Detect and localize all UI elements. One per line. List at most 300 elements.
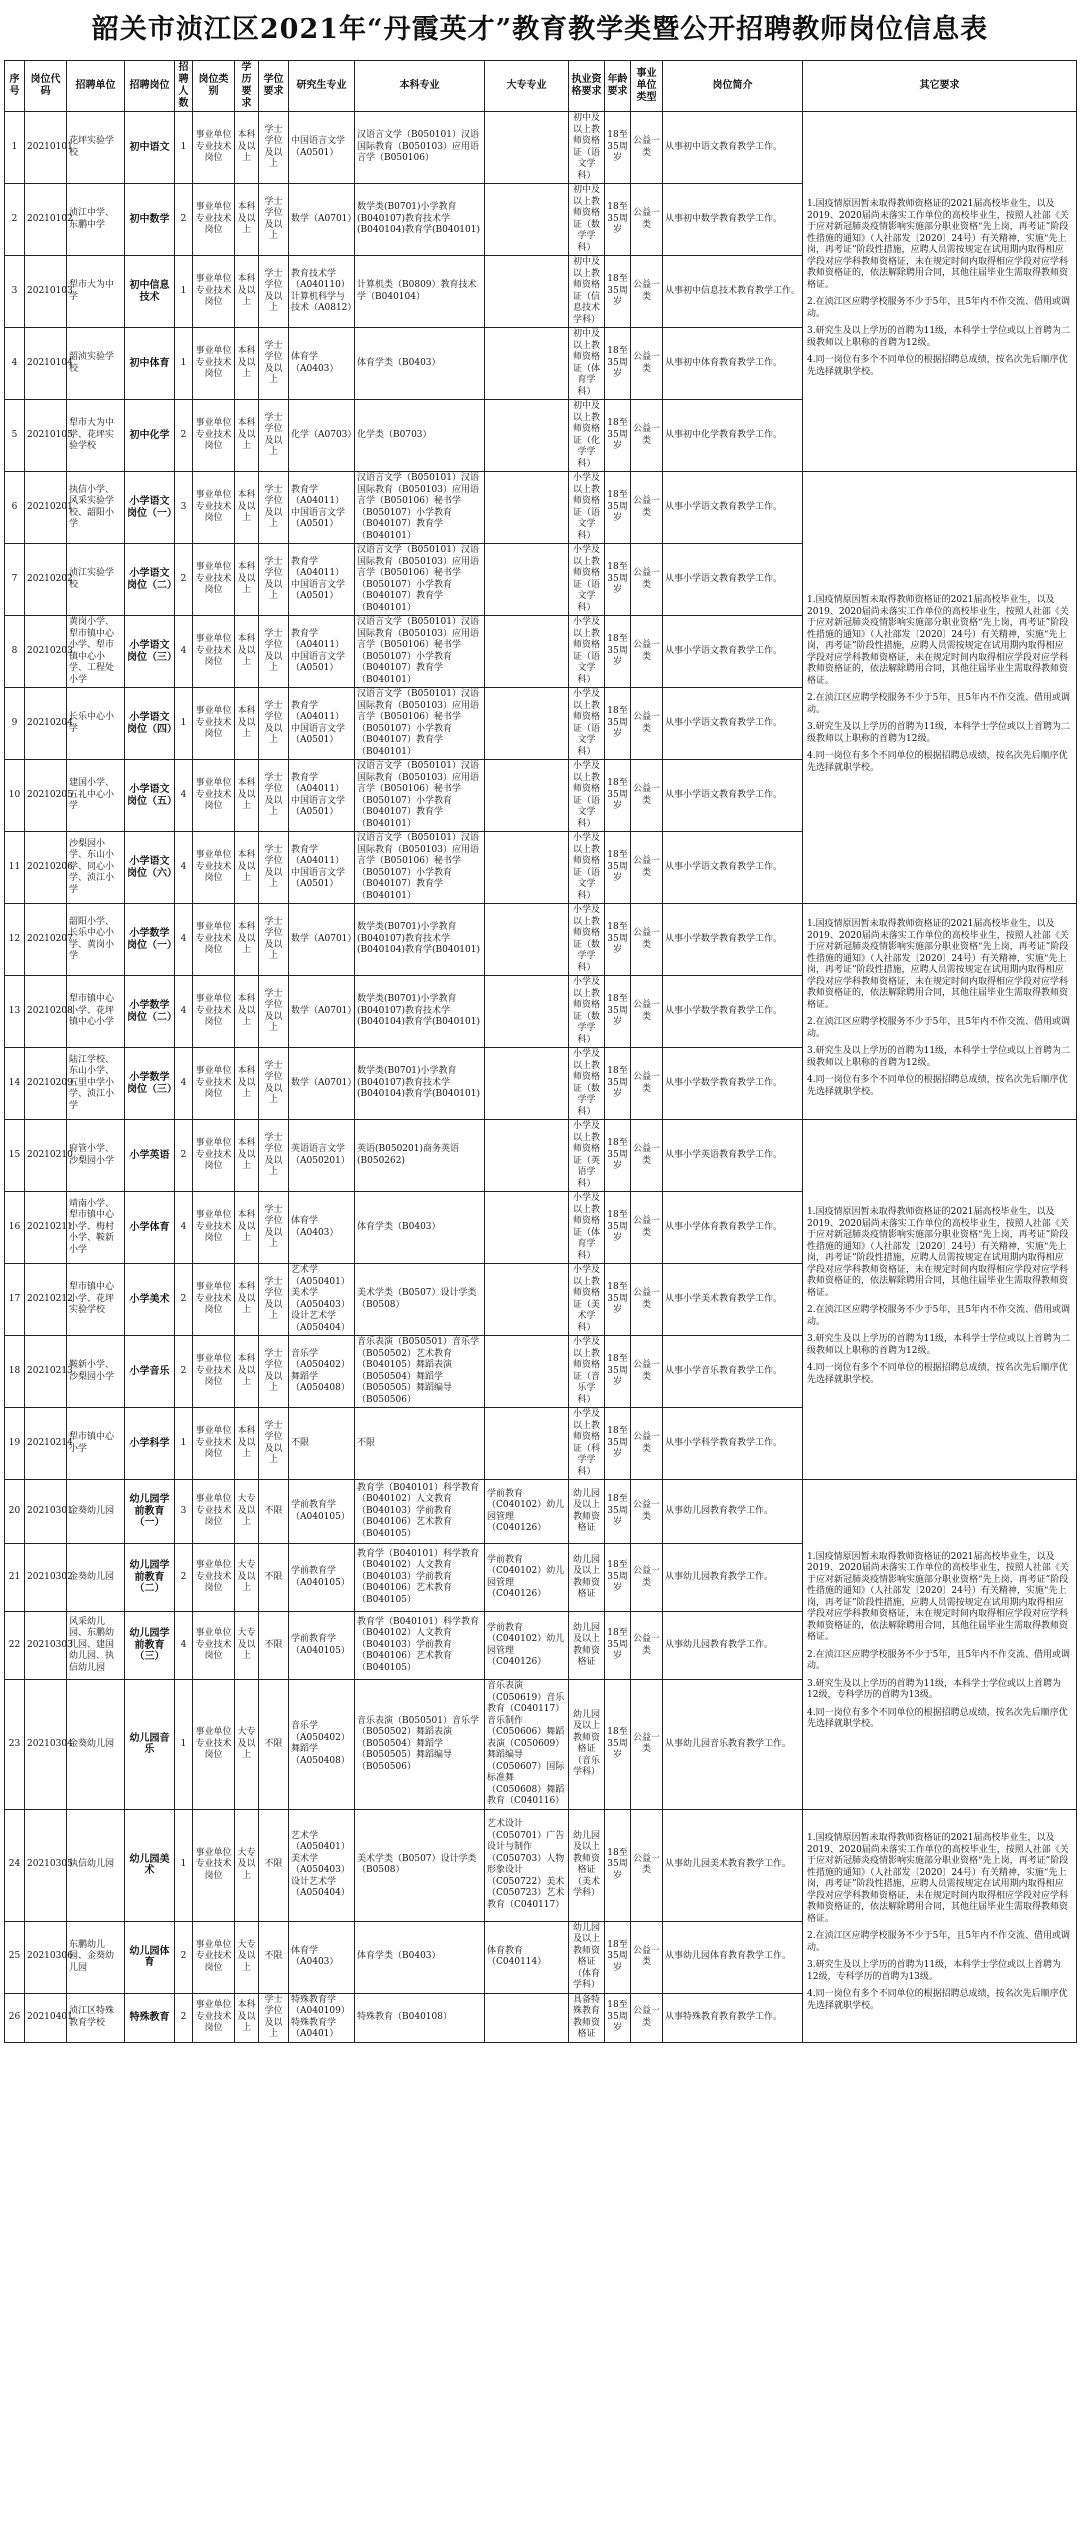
graduate-major: 学前教育学（A040105）: [289, 1544, 355, 1612]
education-requirement: 大专及以上: [235, 1480, 259, 1544]
column-header: 岗位代码: [25, 61, 67, 112]
table-row: [5, 904, 1077, 976]
hiring-unit: 风采幼儿园、东鹏幼儿园、建国幼儿园、执信幼儿园: [67, 1612, 125, 1680]
column-header: 岗位类别: [193, 61, 235, 112]
requirement-item: 2.在浈江区应聘学校服务不少于5年，且5年内不作交流、借用或调动。: [807, 1931, 1071, 1953]
hiring-unit: 犁市镇中心小学、花坪实验学校: [67, 1264, 125, 1336]
graduate-major: 数学（A0701）: [289, 1048, 355, 1120]
row-number: 19: [5, 1408, 25, 1480]
institution-type: 公益一类: [631, 184, 663, 256]
education-requirement: 本科及以上: [235, 1120, 259, 1192]
hire-count: 4: [175, 904, 193, 976]
undergraduate-major: 教育学（B040101）科学教育（B040102）人文教育（B040103）学前教育（B040106）艺术教育（B040105）: [355, 1612, 485, 1680]
graduate-major: 特殊教育学（A040109）特殊教育学（A0401）: [289, 1993, 355, 2042]
institution-type: 公益一类: [631, 400, 663, 472]
age-requirement: 18至35周岁: [605, 1680, 631, 1810]
graduate-major: 学前教育学（A040105）: [289, 1480, 355, 1544]
post-description: 从事小学语文教育教学工作。: [663, 472, 803, 544]
post-category: 事业单位专业技术岗位: [193, 184, 235, 256]
row-number: 4: [5, 328, 25, 400]
education-requirement: 本科及以上: [235, 184, 259, 256]
post-name: 小学语文岗位（六）: [125, 832, 175, 904]
other-requirements: [803, 1480, 1077, 1810]
row-number: 9: [5, 688, 25, 760]
hire-count: 1: [175, 1680, 193, 1810]
graduate-major: 体育学（A0403）: [289, 328, 355, 400]
graduate-major: 音乐学（A050402）舞蹈学（A050408）: [289, 1336, 355, 1408]
undergraduate-major: 体育学类（B0403）: [355, 1192, 485, 1264]
undergraduate-major: 体育学类（B0403）: [355, 328, 485, 400]
post-description: 从事幼儿园体育教育教学工作。: [663, 1921, 803, 1993]
certificate-requirement: 小学及以上教师资格证（音乐学科）: [569, 1336, 605, 1408]
degree-requirement: 学士学位及以上: [259, 328, 289, 400]
column-header: 招聘人数: [175, 61, 193, 112]
post-description: 从事初中体育教育教学工作。: [663, 328, 803, 400]
graduate-major: 中国语言文学（A0501）: [289, 112, 355, 184]
post-description: 从事小学语文教育教学工作。: [663, 760, 803, 832]
certificate-requirement: 小学及以上教师资格证（语文学科）: [569, 760, 605, 832]
post-category: 事业单位专业技术岗位: [193, 472, 235, 544]
hire-count: 1: [175, 688, 193, 760]
requirement-item: 2.在浈江区应聘学校服务不少于5年，且5年内不作交流、借用或调动。: [807, 693, 1071, 715]
certificate-requirement: 初中及以上教师资格证（体育学科）: [569, 328, 605, 400]
post-name: 小学语文岗位（二）: [125, 544, 175, 616]
education-requirement: 大专及以上: [235, 1680, 259, 1810]
hiring-unit: 花坪实验学校: [67, 112, 125, 184]
table-body: [5, 112, 1077, 2043]
post-category: 事业单位专业技术岗位: [193, 832, 235, 904]
post-category: 事业单位专业技术岗位: [193, 1408, 235, 1480]
institution-type: 公益一类: [631, 112, 663, 184]
degree-requirement: 不限: [259, 1612, 289, 1680]
post-category: 事业单位专业技术岗位: [193, 1264, 235, 1336]
degree-requirement: 学士学位及以上: [259, 688, 289, 760]
post-category: 事业单位专业技术岗位: [193, 1336, 235, 1408]
hire-count: 1: [175, 1809, 193, 1921]
post-category: 事业单位专业技术岗位: [193, 1544, 235, 1612]
certificate-requirement: 幼儿园及以上教师资格证（美术学科）: [569, 1809, 605, 1921]
requirement-item: 2.在浈江区应聘学校服务不少于5年，且5年内不作交流、借用或调动。: [807, 1305, 1071, 1327]
post-description: 从事初中化学教育教学工作。: [663, 400, 803, 472]
row-number: 8: [5, 616, 25, 688]
post-category: 事业单位专业技术岗位: [193, 688, 235, 760]
post-code: 20210212: [25, 1264, 67, 1336]
hiring-unit: 靖南小学、犁市镇中心小学、梅村小学、鞍新小学: [67, 1192, 125, 1264]
institution-type: 公益一类: [631, 1993, 663, 2042]
age-requirement: 18至35周岁: [605, 904, 631, 976]
institution-type: 公益一类: [631, 1480, 663, 1544]
requirement-item: 1.国疫情原因暂未取得教师资格证的2021届高校毕业生，以及2019、2020届尚未落实工作单位的高校毕业生，按照人社部《关于应对新冠肺炎疫情影响实施部分职业资格“先上岗，再考证”阶段性措施的通知》（人社部发〔2020〕24号）有关精神，实施“先上岗，再考证”阶段性措施，应聘人员需按规定在试用期内取得相应学段对应学科教师资格证，未在规定时间内取得相应学段对应学科教师资格证的，依法解除聘用合同，其他往届毕业生需取得教师资格证。: [807, 1833, 1069, 1924]
institution-type: 公益一类: [631, 1264, 663, 1336]
undergraduate-major: 汉语言文学（B050101）汉语国际教育（B050103）应用语言学（B050106）秘书学（B050107）小学教育（B040107）教育学（B040101）: [355, 544, 485, 616]
education-requirement: 本科及以上: [235, 616, 259, 688]
age-requirement: 18至35周岁: [605, 616, 631, 688]
table-row: [5, 1480, 1077, 1544]
post-description: 从事小学语文教育教学工作。: [663, 544, 803, 616]
post-name: 小学英语: [125, 1120, 175, 1192]
hiring-unit: 黄岗小学、犁市镇中心小学、犁市镇中心小学、工程处小学: [67, 616, 125, 688]
certificate-requirement: 小学及以上教师资格证（语文学科）: [569, 616, 605, 688]
degree-requirement: 不限: [259, 1480, 289, 1544]
row-number: 12: [5, 904, 25, 976]
hire-count: 2: [175, 184, 193, 256]
row-number: 25: [5, 1921, 25, 1993]
column-header: 序号: [5, 61, 25, 112]
document-title: 韶关市浈江区2021年“丹霞英才”教育教学类暨公开招聘教师岗位信息表: [91, 14, 989, 45]
post-name: 小学语文岗位（五）: [125, 760, 175, 832]
age-requirement: 18至35周岁: [605, 184, 631, 256]
post-name: 幼儿园学前教育（三）: [125, 1612, 175, 1680]
table-header-row: [5, 61, 1077, 112]
row-number: 13: [5, 976, 25, 1048]
education-requirement: 本科及以上: [235, 976, 259, 1048]
graduate-major: 体育学（A0403）: [289, 1921, 355, 1993]
age-requirement: 18至35周岁: [605, 832, 631, 904]
row-number: 14: [5, 1048, 25, 1120]
graduate-major: 数学（A0701）: [289, 904, 355, 976]
post-description: 从事初中语文教育教学工作。: [663, 112, 803, 184]
post-category: 事业单位专业技术岗位: [193, 1921, 235, 1993]
education-requirement: 本科及以上: [235, 1993, 259, 2042]
post-name: 初中数学: [125, 184, 175, 256]
age-requirement: 18至35周岁: [605, 112, 631, 184]
hire-count: 4: [175, 760, 193, 832]
hire-count: 1: [175, 256, 193, 328]
post-category: 事业单位专业技术岗位: [193, 1120, 235, 1192]
undergraduate-major: 汉语言文学（B050101）汉语国际教育（B050103）应用语言学（B050106）秘书学（B050107）小学教育（B040107）教育学（B040101）: [355, 832, 485, 904]
certificate-requirement: 幼儿园及以上教师资格证: [569, 1612, 605, 1680]
education-requirement: 本科及以上: [235, 256, 259, 328]
requirement-item: 3.研究生及以上学历的首聘为11级，本科学士学位或以上首聘为二级教师以上职称的首聘为12级。: [807, 1334, 1071, 1356]
post-description: 从事小学语文教育教学工作。: [663, 832, 803, 904]
graduate-major: 教育学（A04011）中国语言文学（A0501）: [289, 544, 355, 616]
institution-type: 公益一类: [631, 1336, 663, 1408]
row-number: 3: [5, 256, 25, 328]
age-requirement: 18至35周岁: [605, 1192, 631, 1264]
education-requirement: 本科及以上: [235, 1336, 259, 1408]
age-requirement: 18至35周岁: [605, 1048, 631, 1120]
hire-count: 2: [175, 544, 193, 616]
degree-requirement: 学士学位及以上: [259, 832, 289, 904]
age-requirement: 18至35周岁: [605, 1336, 631, 1408]
post-name: 幼儿园学前教育（二）: [125, 1544, 175, 1612]
certificate-requirement: 小学及以上教师资格证（体育学科）: [569, 1192, 605, 1264]
hire-count: 4: [175, 1192, 193, 1264]
graduate-major: 学前教育学（A040105）: [289, 1612, 355, 1680]
graduate-major: 体育学（A0403）: [289, 1192, 355, 1264]
row-number: 2: [5, 184, 25, 256]
age-requirement: 18至35周岁: [605, 1809, 631, 1921]
post-description: 从事小学英语教育教学工作。: [663, 1120, 803, 1192]
age-requirement: 18至35周岁: [605, 1921, 631, 1993]
other-requirements: [803, 472, 1077, 904]
college-major: [485, 1192, 569, 1264]
hire-count: 2: [175, 1120, 193, 1192]
education-requirement: 大专及以上: [235, 1809, 259, 1921]
education-requirement: 本科及以上: [235, 1192, 259, 1264]
column-header: 研究生专业: [289, 61, 355, 112]
post-code: 20210213: [25, 1336, 67, 1408]
graduate-major: 教育技术学（A040110）计算机科学与技术（A0812）: [289, 256, 355, 328]
post-name: 小学音乐: [125, 1336, 175, 1408]
post-category: 事业单位专业技术岗位: [193, 1680, 235, 1810]
table-row: [5, 1809, 1077, 1921]
post-category: 事业单位专业技术岗位: [193, 256, 235, 328]
post-category: 事业单位专业技术岗位: [193, 112, 235, 184]
hiring-unit: 府管小学、沙梨园小学: [67, 1120, 125, 1192]
row-number: 16: [5, 1192, 25, 1264]
requirement-item: 3.研究生及以上学历的首聘为11级，本科学士学位或以上首聘为二级教师以上职称的首聘为12级。: [807, 1046, 1071, 1068]
degree-requirement: 学士学位及以上: [259, 256, 289, 328]
age-requirement: 18至35周岁: [605, 760, 631, 832]
post-category: 事业单位专业技术岗位: [193, 976, 235, 1048]
college-major: 学前教育（C040102）幼儿园管理（C040126）: [485, 1544, 569, 1612]
certificate-requirement: 小学及以上教师资格证（英语学科）: [569, 1120, 605, 1192]
row-number: 6: [5, 472, 25, 544]
post-name: 初中信息技术: [125, 256, 175, 328]
post-name: 小学体育: [125, 1192, 175, 1264]
degree-requirement: 学士学位及以上: [259, 184, 289, 256]
column-header: 执业资格要求: [569, 61, 605, 112]
undergraduate-major: 美术学类（B0507）设计学类（B0508）: [355, 1809, 485, 1921]
post-name: 初中化学: [125, 400, 175, 472]
education-requirement: 本科及以上: [235, 1264, 259, 1336]
degree-requirement: 学士学位及以上: [259, 760, 289, 832]
education-requirement: 本科及以上: [235, 832, 259, 904]
college-major: [485, 616, 569, 688]
post-name: 小学数学岗位（一）: [125, 904, 175, 976]
graduate-major: 数学（A0701）: [289, 184, 355, 256]
post-code: 20210102: [25, 184, 67, 256]
requirement-item: 1.国疫情原因暂未取得教师资格证的2021届高校毕业生，以及2019、2020届尚未落实工作单位的高校毕业生，按照人社部《关于应对新冠肺炎疫情影响实施部分职业资格“先上岗，再考证”阶段性措施的通知》（人社部发〔2020〕24号）有关精神，实施“先上岗，再考证”阶段性措施，应聘人员需按规定在试用期内取得相应学段对应学科教师资格证，未在规定时间内取得相应学段对应学科教师资格证的，依法解除聘用合同，其他往届毕业生需取得教师资格证。: [807, 1551, 1069, 1643]
degree-requirement: 学士学位及以上: [259, 1408, 289, 1480]
post-code: 20210201: [25, 472, 67, 544]
institution-type: 公益一类: [631, 1612, 663, 1680]
education-requirement: 本科及以上: [235, 688, 259, 760]
post-description: 从事小学体育教育教学工作。: [663, 1192, 803, 1264]
requirement-item: 4.同一岗位有多个不同单位的根据招聘总成绩，按名次先后顺序优先选择就职学校。: [807, 1989, 1068, 2011]
degree-requirement: 学士学位及以上: [259, 1120, 289, 1192]
hire-count: 2: [175, 1921, 193, 1993]
hire-count: 1: [175, 112, 193, 184]
institution-type: 公益一类: [631, 688, 663, 760]
education-requirement: 本科及以上: [235, 112, 259, 184]
post-category: 事业单位专业技术岗位: [193, 328, 235, 400]
degree-requirement: 学士学位及以上: [259, 1264, 289, 1336]
hire-count: 4: [175, 832, 193, 904]
institution-type: 公益一类: [631, 328, 663, 400]
graduate-major: 不限: [289, 1408, 355, 1480]
hiring-unit: 金葵幼儿园: [67, 1544, 125, 1612]
post-description: 从事小学音乐教育教学工作。: [663, 1336, 803, 1408]
post-code: 20210203: [25, 616, 67, 688]
column-header: 招聘单位: [67, 61, 125, 112]
post-code: 20210101: [25, 112, 67, 184]
age-requirement: 18至35周岁: [605, 976, 631, 1048]
post-description: 从事幼儿园美术教育教学工作。: [663, 1809, 803, 1921]
row-number: 1: [5, 112, 25, 184]
certificate-requirement: 幼儿园及以上教师资格证: [569, 1544, 605, 1612]
certificate-requirement: 初中及以上教师资格证（化学学科）: [569, 400, 605, 472]
post-code: 20210306: [25, 1921, 67, 1993]
age-requirement: 18至35周岁: [605, 688, 631, 760]
graduate-major: 艺术学（A050401）美术学（A050403）设计艺术学（A050404）: [289, 1264, 355, 1336]
hire-count: 2: [175, 1264, 193, 1336]
degree-requirement: 不限: [259, 1544, 289, 1612]
post-code: 20210205: [25, 760, 67, 832]
requirement-item: 4.同一岗位有多个不同单位的根据招聘总成绩，按名次先后顺序优先选择就职学校。: [807, 1363, 1068, 1385]
age-requirement: 18至35周岁: [605, 1612, 631, 1680]
requirement-item: 1.国疫情原因暂未取得教师资格证的2021届高校毕业生，以及2019、2020届尚未落实工作单位的高校毕业生，按照人社部《关于应对新冠肺炎疫情影响实施部分职业资格“先上岗，再考证”阶段性措施的通知》（人社部发〔2020〕24号）有关精神，实施“先上岗，再考证”阶段性措施，应聘人员需按规定在试用期内取得相应学段对应学科教师资格证，未在规定时间内取得相应学段对应学科教师资格证的，依法解除聘用合同，其他往届毕业生需取得教师资格证。: [807, 595, 1069, 686]
requirement-item: 2.在浈江区应聘学校服务不少于5年，且5年内不作交流、借用或调动。: [807, 1649, 1071, 1672]
undergraduate-major: 汉语言文学（B050101）汉语国际教育（B050103）应用语言学（B050106）秘书学（B050107）小学教育（B040107）教育学（B040101）: [355, 472, 485, 544]
other-requirements: [803, 1120, 1077, 1480]
college-major: [485, 688, 569, 760]
hiring-unit: 执信小学、风采实验学校、韶阳小学: [67, 472, 125, 544]
college-major: [485, 760, 569, 832]
hiring-unit: 韶浈实验学校: [67, 328, 125, 400]
certificate-requirement: 幼儿园及以上教师资格证: [569, 1480, 605, 1544]
institution-type: 公益一类: [631, 1120, 663, 1192]
institution-type: 公益一类: [631, 1048, 663, 1120]
certificate-requirement: 初中及以上教师资格证（数学学科）: [569, 184, 605, 256]
requirement-item: 1.国疫情原因暂未取得教师资格证的2021届高校毕业生，以及2019、2020届尚未落实工作单位的高校毕业生，按照人社部《关于应对新冠肺炎疫情影响实施部分职业资格“先上岗，再考证”阶段性措施的通知》（人社部发〔2020〕24号）有关精神，实施“先上岗，再考证”阶段性措施，应聘人员需按规定在试用期内取得相应学段对应学科教师资格证，未在规定时间内取得相应学段对应学科教师资格证的，依法解除聘用合同，其他往届毕业生需取得教师资格证。: [807, 199, 1069, 290]
hiring-unit: 韶阳小学、长乐中心小学、黄岗小学: [67, 904, 125, 976]
post-name: 幼儿园体育: [125, 1921, 175, 1993]
certificate-requirement: 小学及以上教师资格证（科学学科）: [569, 1408, 605, 1480]
hiring-unit: 犁市镇中心小学: [67, 1408, 125, 1480]
requirement-item: 2.在浈江区应聘学校服务不少于5年，且5年内不作交流、借用或调动。: [807, 1017, 1071, 1039]
post-description: 从事幼儿园音乐教育教学工作。: [663, 1680, 803, 1810]
positions-table: [4, 60, 1077, 2043]
post-description: 从事小学美术教育教学工作。: [663, 1264, 803, 1336]
hiring-unit: 犁市镇中心小学、花坪镇中心小学: [67, 976, 125, 1048]
post-code: 20210211: [25, 1192, 67, 1264]
post-description: 从事初中信息技术教育教学工作。: [663, 256, 803, 328]
institution-type: 公益一类: [631, 904, 663, 976]
post-description: 从事幼儿园教育教学工作。: [663, 1480, 803, 1544]
post-description: 从事小学数学教育教学工作。: [663, 1048, 803, 1120]
post-description: 从事小学语文教育教学工作。: [663, 616, 803, 688]
college-major: 体育教育（C040114）: [485, 1921, 569, 1993]
row-number: 24: [5, 1809, 25, 1921]
column-header: 学历要求: [235, 61, 259, 112]
undergraduate-major: 教育学（B040101）科学教育（B040102）人文教育（B040103）学前教育（B040106）艺术教育（B040105）: [355, 1544, 485, 1612]
column-header: 其它要求: [803, 61, 1077, 112]
undergraduate-major: 音乐表演（B050501）音乐学（B050502）舞蹈表演（B050504）舞蹈学（B050505）舞蹈编导（B050506）: [355, 1680, 485, 1810]
certificate-requirement: 小学及以上教师资格证（数学学科）: [569, 1048, 605, 1120]
hire-count: 2: [175, 400, 193, 472]
college-major: [485, 1264, 569, 1336]
requirement-item: 1.国疫情原因暂未取得教师资格证的2021届高校毕业生，以及2019、2020届尚未落实工作单位的高校毕业生，按照人社部《关于应对新冠肺炎疫情影响实施部分职业资格“先上岗，再考证”阶段性措施的通知》（人社部发〔2020〕24号）有关精神，实施“先上岗，再考证”阶段性措施，应聘人员需按规定在试用期内取得相应学段对应学科教师资格证，未在规定时间内取得相应学段对应学科教师资格证的，依法解除聘用合同，其他往届毕业生需取得教师资格证。: [807, 1207, 1069, 1298]
post-category: 事业单位专业技术岗位: [193, 1192, 235, 1264]
age-requirement: 18至35周岁: [605, 544, 631, 616]
hiring-unit: 犁市大为中学: [67, 256, 125, 328]
undergraduate-major: 计算机类（B0809）教育技术学（B040104）: [355, 256, 485, 328]
post-code: 20210304: [25, 1680, 67, 1810]
hire-count: 4: [175, 1048, 193, 1120]
hiring-unit: 执信幼儿园: [67, 1809, 125, 1921]
institution-type: 公益一类: [631, 544, 663, 616]
college-major: [485, 832, 569, 904]
post-code: 20210208: [25, 976, 67, 1048]
certificate-requirement: 初中及以上教师资格证（语文学科）: [569, 112, 605, 184]
college-major: [485, 472, 569, 544]
graduate-major: 教育学（A04011）中国语言文学（A0501）: [289, 688, 355, 760]
row-number: 23: [5, 1680, 25, 1810]
post-name: 初中体育: [125, 328, 175, 400]
hiring-unit: 浈江中学、东鹏中学: [67, 184, 125, 256]
college-major: [485, 400, 569, 472]
college-major: [485, 1993, 569, 2042]
undergraduate-major: 美术学类（B0507）设计学类（B0508）: [355, 1264, 485, 1336]
education-requirement: 本科及以上: [235, 760, 259, 832]
college-major: [485, 1120, 569, 1192]
hire-count: 2: [175, 1993, 193, 2042]
other-requirements: [803, 112, 1077, 472]
hiring-unit: 浈江区特殊教育学校: [67, 1993, 125, 2042]
post-category: 事业单位专业技术岗位: [193, 1048, 235, 1120]
other-requirements: [803, 1809, 1077, 2042]
hiring-unit: 金葵幼儿园: [67, 1680, 125, 1810]
post-description: 从事幼儿园教育教学工作。: [663, 1612, 803, 1680]
post-category: 事业单位专业技术岗位: [193, 760, 235, 832]
certificate-requirement: 小学及以上教师资格证（语文学科）: [569, 472, 605, 544]
age-requirement: 18至35周岁: [605, 400, 631, 472]
degree-requirement: 学士学位及以上: [259, 1192, 289, 1264]
requirement-item: 4.同一岗位有多个不同单位的根据招聘总成绩，按名次先后顺序优先选择就职学校。: [807, 1707, 1068, 1730]
column-header: 年龄要求: [605, 61, 631, 112]
education-requirement: 本科及以上: [235, 400, 259, 472]
hire-count: 2: [175, 1544, 193, 1612]
college-major: 学前教育（C040102）幼儿园管理（C040126）: [485, 1612, 569, 1680]
age-requirement: 18至35周岁: [605, 1408, 631, 1480]
post-code: 20210214: [25, 1408, 67, 1480]
degree-requirement: 学士学位及以上: [259, 1993, 289, 2042]
degree-requirement: 学士学位及以上: [259, 904, 289, 976]
certificate-requirement: 幼儿园及以上教师资格证（体育学科）: [569, 1921, 605, 1993]
college-major: [485, 544, 569, 616]
age-requirement: 18至35周岁: [605, 1264, 631, 1336]
row-number: 18: [5, 1336, 25, 1408]
graduate-major: 教育学（A04011）中国语言文学（A0501）: [289, 760, 355, 832]
post-code: 20210206: [25, 832, 67, 904]
post-code: 20210104: [25, 328, 67, 400]
post-code: 20210105: [25, 400, 67, 472]
certificate-requirement: 小学及以上教师资格证（语文学科）: [569, 688, 605, 760]
education-requirement: 本科及以上: [235, 472, 259, 544]
hire-count: 1: [175, 1408, 193, 1480]
age-requirement: 18至35周岁: [605, 1480, 631, 1544]
post-code: 20210401: [25, 1993, 67, 2042]
education-requirement: 本科及以上: [235, 1408, 259, 1480]
undergraduate-major: 英语(B050201)商务英语(B050262): [355, 1120, 485, 1192]
certificate-requirement: 幼儿园及以上教师资格证（音乐学科）: [569, 1680, 605, 1810]
college-major: 艺术设计（C050701）广告设计与制作（C050703）人物形象设计（C050722）美术（C050723）艺术教育（C040117）: [485, 1809, 569, 1921]
undergraduate-major: 汉语言文学（B050101）汉语国际教育（B050103）应用语言学（B050106）: [355, 112, 485, 184]
hire-count: 3: [175, 1480, 193, 1544]
certificate-requirement: 具备特殊教育教师资格证: [569, 1993, 605, 2042]
institution-type: 公益一类: [631, 256, 663, 328]
hiring-unit: 建国小学、五礼中心小学: [67, 760, 125, 832]
institution-type: 公益一类: [631, 1680, 663, 1810]
row-number: 10: [5, 760, 25, 832]
degree-requirement: 学士学位及以上: [259, 544, 289, 616]
post-category: 事业单位专业技术岗位: [193, 400, 235, 472]
undergraduate-major: 教育学（B040101）科学教育（B040102）人文教育（B040103）学前教育（B040106）艺术教育（B040105）: [355, 1480, 485, 1544]
post-description: 从事小学语文教育教学工作。: [663, 688, 803, 760]
undergraduate-major: 数学类(B0701)小学教育(B040107)教育技术学(B040104)教育学(B040101): [355, 904, 485, 976]
